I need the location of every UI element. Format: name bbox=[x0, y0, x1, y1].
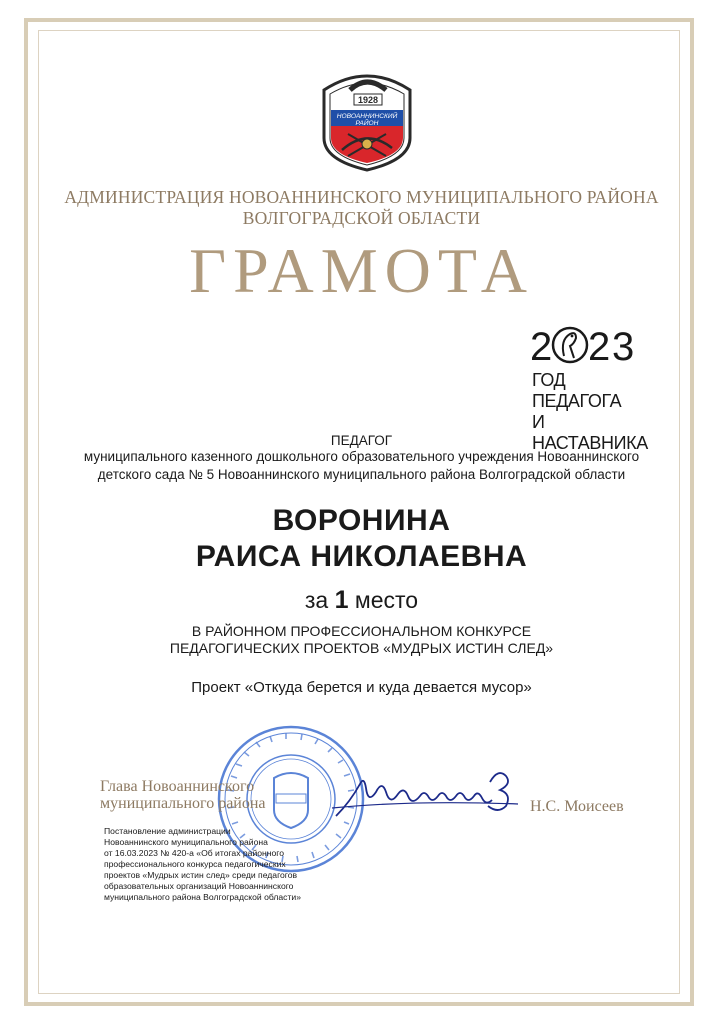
signatory-title bbox=[100, 778, 300, 812]
admin-line1: АДМИНИСТРАЦИЯ НОВОАННИНСКОГО МУНИЦИПАЛЬНОГО РАЙОНА bbox=[64, 187, 659, 207]
year-text-line2: И НАСТАВНИКА bbox=[532, 412, 648, 453]
district-emblem bbox=[320, 68, 414, 172]
resolution-line: проектов «Мудрых истин след» среди педагогов bbox=[104, 870, 298, 880]
resolution-line: муниципального района Волгоградской области» bbox=[104, 892, 301, 902]
org-line2: детского сада № 5 Новоаннинского муниципального района Волгоградской области bbox=[97, 467, 626, 482]
resolution-line: от 16.03.2023 № 420-а «Об итогах районного bbox=[104, 848, 285, 858]
year-digit-4: 3 bbox=[612, 325, 635, 368]
signatory-title-line2: муниципального района bbox=[100, 795, 266, 812]
year-of-teacher-logo bbox=[530, 318, 640, 368]
year-digit-3: 2 bbox=[588, 325, 611, 368]
admin-line2: ВОЛГОГРАДСКОЙ ОБЛАСТИ bbox=[242, 208, 481, 228]
emblem-line1: НОВОАННИНСКИЙ bbox=[336, 113, 398, 120]
resolution-note bbox=[104, 826, 364, 903]
signatory-name: Н.С. Моисеев bbox=[530, 798, 624, 815]
recipient-role: ПЕДАГОГ bbox=[330, 433, 393, 448]
resolution-line: Постановление администрации bbox=[104, 826, 231, 836]
emblem-year: 1928 bbox=[357, 95, 379, 105]
resolution-line: профессионального конкурса педагогических bbox=[104, 859, 286, 869]
handwritten-signature bbox=[332, 762, 528, 822]
resolution-line: Новоаннинского муниципального района bbox=[104, 837, 268, 847]
page-title: ГРАМОТА bbox=[189, 235, 534, 306]
project-title: Проект «Откуда берется и куда девается мусор» bbox=[191, 679, 532, 696]
resolution-line: образовательных организаций Новоаннинского bbox=[104, 881, 294, 891]
signatory-title-line1: Глава Новоаннинского bbox=[100, 778, 255, 795]
place-number: 1 bbox=[334, 586, 349, 614]
place-suffix: место bbox=[354, 587, 419, 613]
org-line1: муниципального казенного дошкольного образовательного учреждения Новоаннинского bbox=[83, 449, 640, 464]
recipient-given-names: РАИСА НИКОЛАЕВНА bbox=[195, 540, 528, 573]
year-text-line1: ГОД ПЕДАГОГА bbox=[532, 370, 622, 411]
contest-line2: ПЕДАГОГИЧЕСКИХ ПРОЕКТОВ «МУДРЫХ ИСТИН СЛЕД» bbox=[169, 640, 554, 656]
award-place bbox=[0, 586, 723, 614]
contest-line1: В РАЙОННОМ ПРОФЕССИОНАЛЬНОМ КОНКУРСЕ bbox=[191, 623, 532, 639]
recipient-surname: ВОРОНИНА bbox=[272, 504, 451, 537]
emblem-line2: РАЙОН bbox=[355, 120, 379, 127]
year-digit-1: 2 bbox=[530, 325, 553, 368]
place-prefix: за bbox=[304, 587, 329, 613]
